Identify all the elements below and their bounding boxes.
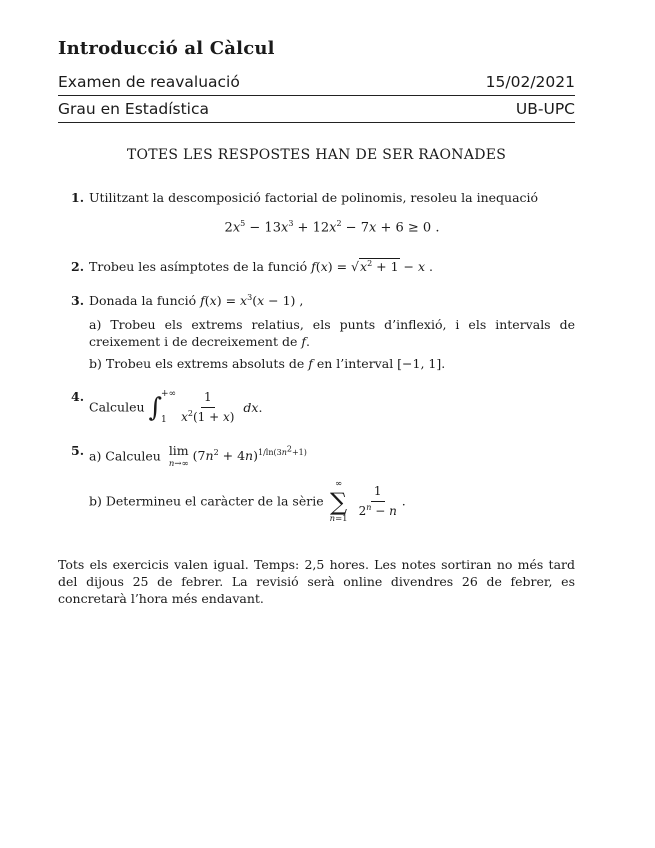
inequality-formula: $2x^5 - 13x^3 + 12x^2 - 7x + 6 \ge 0$ .: [224, 218, 440, 235]
question-text: Trobeu les asímptotes de la funció: [89, 259, 308, 275]
question-number: 1.: [71, 190, 85, 205]
function-formula: $f(x) = √x^2 + 1 - x$ .: [311, 258, 433, 275]
question-5-part-b: b) Determineu el caràcter de la sèrie ∞ ∑ n=1 $\frac{1}{2^n - n}$ .: [89, 478, 406, 524]
question-number: 4.: [71, 388, 85, 404]
question-5-part-a-label: a) Calculeu: [89, 448, 161, 464]
exam-type: Examen de reavaluació: [58, 73, 240, 91]
header-row-degree: [58, 100, 575, 123]
question-number: 2.: [71, 258, 85, 274]
question-3-part-b: b) Trobeu els extrems absoluts de f en l’interval [−1, 1].: [89, 356, 446, 372]
question-number: 3.: [71, 292, 85, 308]
question-text: Utilitzant la descomposició factorial de polinomis, resoleu la inequació: [89, 190, 539, 205]
exam-footer-notes: Tots els exercicis valen igual. Temps: 2,5 hores. Les notes sortiran no més tard del dijous 25 de febrer. La revisió serà online divendres 26 de febrer, es concretarà l’hora més endavant.: [58, 557, 575, 606]
integral-formula: ∫ +∞ 1 $\frac{1}{x^2(1 + x)}$ dx.: [148, 388, 263, 425]
exam-date: 15/02/2021: [485, 73, 575, 91]
question-text: Calculeu: [89, 399, 145, 415]
question-3: [58, 293, 575, 373]
question-1: [58, 190, 575, 236]
exam-page: [58, 38, 575, 525]
course-title: Introducció al Càlcul: [58, 38, 275, 59]
degree-name: Grau en Estadística: [58, 100, 209, 118]
header-row-exam: [58, 73, 575, 96]
question-2: [58, 259, 575, 276]
limit-formula: lim n→∞ $(7n^2 + 4n)^{1/ln(3n^2+1)}$: [168, 442, 307, 470]
question-4: [58, 389, 575, 427]
series-formula: ∞ ∑ n=1: [329, 478, 348, 524]
function-formula: $f(x) = x^3(x - 1)$ ,: [200, 292, 304, 308]
question-5: [58, 443, 575, 525]
question-text: Donada la funció: [89, 292, 197, 308]
notice: TOTES LES RESPOSTES HAN DE SER RAONADES: [126, 147, 507, 163]
question-3-part-a: a) Trobeu els extrems relatius, els punts d’inflexió, i els intervals de creixement i de decreixement de f.: [89, 317, 575, 349]
question-number: 5.: [71, 442, 85, 458]
institution: UB-UPC: [515, 100, 575, 118]
